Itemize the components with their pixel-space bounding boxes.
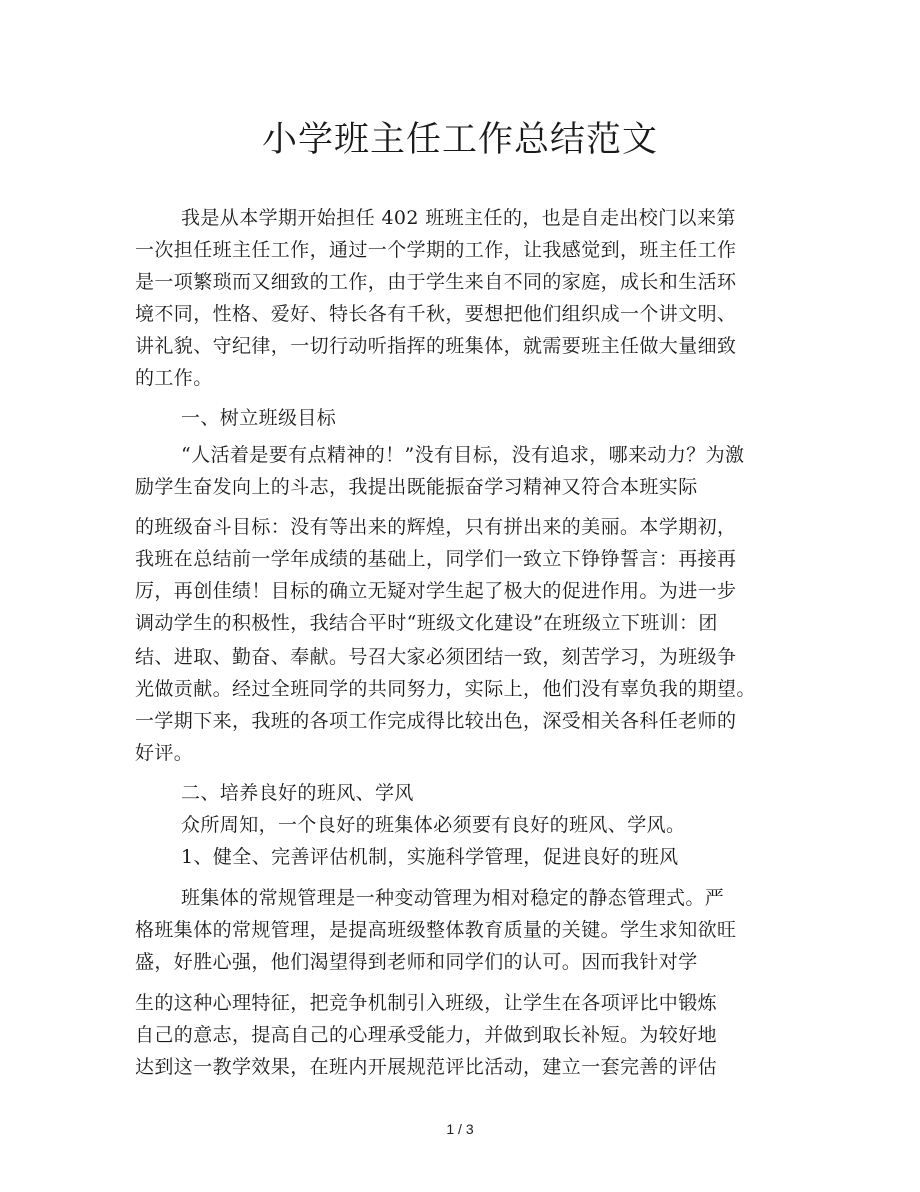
body-line: 厉，再创佳绩！目标的确立无疑对学生起了极大的促进作用。为进一步 [135,580,737,602]
body-line: 自己的意志，提高自己的心理承受能力，并做到取长补短。为较好地 [135,1024,718,1046]
body-line: 调动学生的积极性，我结合平时“班级文化建设”在班级立下班训：团 [135,612,718,634]
body-line: 达到这一教学效果，在班内开展规范评比活动，建立一套完善的评估 [135,1056,718,1078]
page-number: 1 / 3 [446,1121,474,1137]
body-line: 格班集体的常规管理，是提高班级整体教育质量的关键。学生求知欲旺 [135,919,737,941]
body-line: 光做贡献。经过全班同学的共同努力，实际上，他们没有辜负我的期望。 [135,678,756,700]
body-line: 的工作。 [135,367,213,389]
section-heading: 一、树立班级目标 [181,407,337,429]
subsection-heading: 1、健全、完善评估机制，实施科学管理，促进良好的班风 [181,846,679,868]
body-line: 一次担任班主任工作，通过一个学期的工作，让我感觉到，班主任工作 [135,239,737,261]
body-line: “人活着是要有点精神的！”没有目标，没有追求，哪来动力？为激 [181,444,745,466]
body-line: 众所周知，一个良好的班集体必须要有良好的班风、学风。 [181,814,686,836]
body-line: 一学期下来，我班的各项工作完成得比较出色，深受相关各科任老师的 [135,710,737,732]
body-line: 的班级奋斗目标：没有等出来的辉煌，只有拼出来的美丽。本学期初， [135,516,737,538]
document-title: 小学班主任工作总结范文 [261,120,658,160]
body-line: 结、进取、勤奋、奉献。号召大家必须团结一致，刻苦学习，为班级争 [135,646,737,668]
body-line: 讲礼貌、守纪律，一切行动听指挥的班集体，就需要班主任做大量细致 [135,335,737,357]
body-line: 盛，好胜心强，他们渴望得到老师和同学们的认可。因而我针对学 [135,951,698,973]
body-line: 励学生奋发向上的斗志，我提出既能振奋学习精神又符合本班实际 [135,476,698,498]
body-line: 境不同，性格、爱好、特长各有千秋，要想把他们组织成一个讲文明、 [135,303,737,325]
body-line: 是一项繁琐而又细致的工作，由于学生来自不同的家庭，成长和生活环 [135,271,737,293]
body-line: 好评。 [135,742,194,764]
body-line: 班集体的常规管理是一种变动管理为相对稳定的静态管理式。严 [181,887,725,909]
section-heading: 二、培养良好的班风、学风 [181,782,414,804]
body-line: 我是从本学期开始担任 402 班班主任的，也是自走出校门以来第 [181,207,736,229]
body-line: 生的这种心理特征，把竞争机制引入班级，让学生在各项评比中锻炼 [135,992,718,1014]
body-line: 我班在总结前一学年成绩的基础上，同学们一致立下铮铮誓言：再接再 [135,548,737,570]
